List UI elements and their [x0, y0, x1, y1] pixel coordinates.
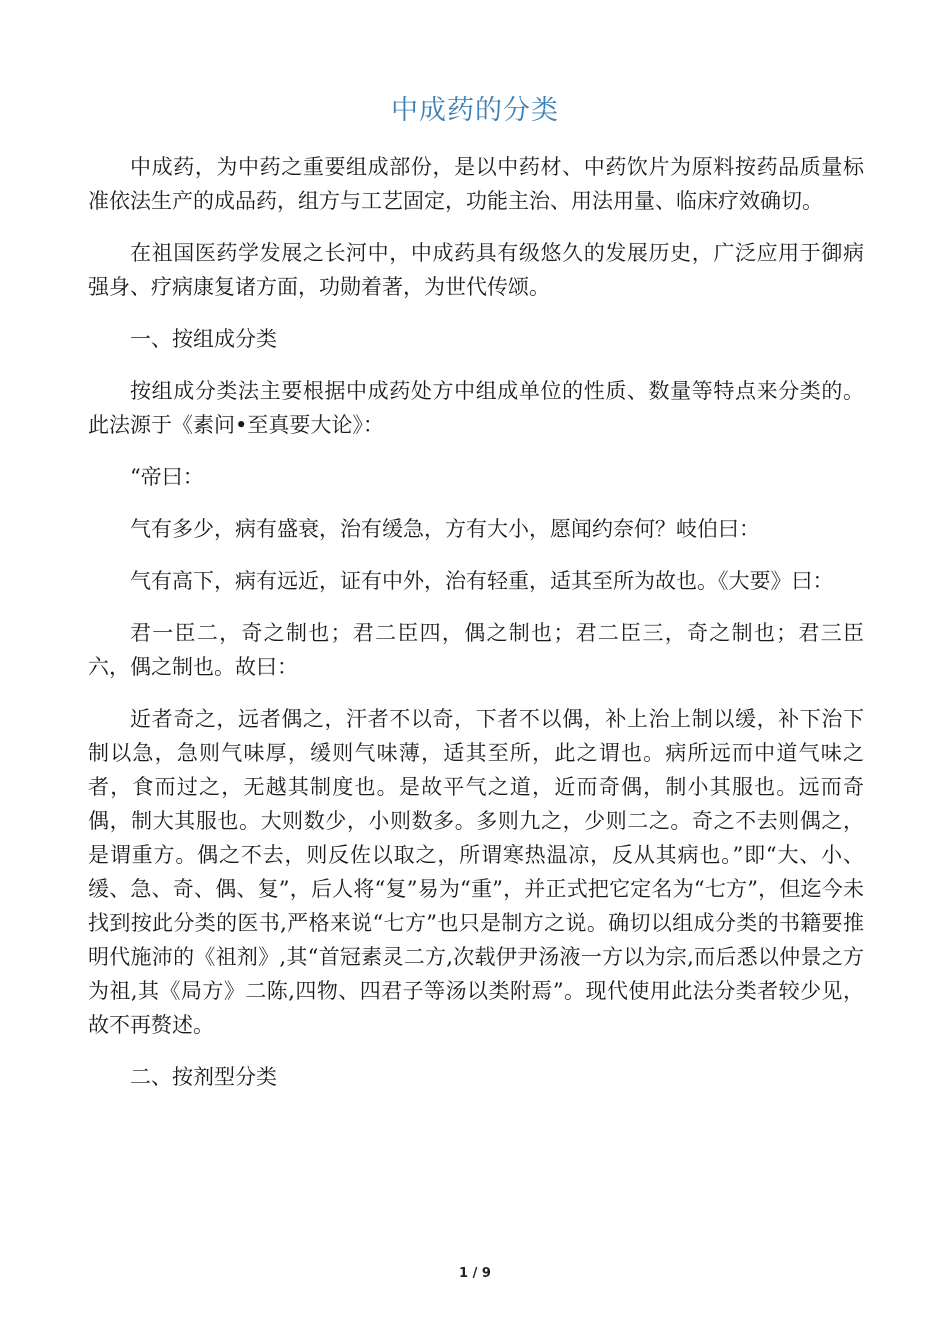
- paragraph-quote-long: 近者奇之，远者偶之，汗者不以奇，下者不以偶，补上治上制以缓，补下治下制以急，急则气味厚，缓则气味薄，适其至所，此之谓也。病所远而中道气味之者，食而过之，无越其制度也。是故平气之道，近而奇偶，制小其服也。远而奇偶，制大其服也。大则数少，小则数多。多则九之，少则二之。奇之不去则偶之，是谓重方。偶之不去，则反佐以取之，所谓寒热温凉，反从其病也。”即“大、小、缓、急、奇、偶、复”，后人将“复”易为“重”，并正式把它定名为“七方”，但迄今未找到按此分类的医书,严格来说“七方”也只是制方之说。确切以组成分类的书籍要推明代施沛的《祖剂》,其“首冠素灵二方,次载伊尹汤液一方以为宗,而后悉以仲景之方为祖,其《局方》二陈,四物、四君子等汤以类附焉”。现代使用此法分类者较少见，故不再赘述。: [88, 707, 864, 1037]
- document-body: [88, 150, 864, 1112]
- section-heading-composition: 一、按组成分类: [130, 327, 277, 351]
- paragraph-quote-start: “帝曰：: [130, 465, 204, 489]
- paragraph-quote-ministers: 君一臣二，奇之制也；君二臣四，偶之制也；君二臣三，奇之制也；君三臣六，偶之制也。故曰：: [88, 621, 864, 679]
- paragraph-composition-method: 按组成分类法主要根据中成药处方中组成单位的性质、数量等特点来分类的。此法源于《素问•至真要大论》：: [88, 379, 864, 437]
- paragraph-quote-question: 气有多少，病有盛衰，治有缓急，方有大小，愿闻约奈何？岐伯曰：: [130, 517, 760, 541]
- document-title: 中成药的分类: [391, 95, 559, 126]
- section-heading-dosage-form: 二、按剂型分类: [130, 1065, 277, 1089]
- page-indicator: 1 / 9: [459, 1266, 491, 1281]
- paragraph-history: 在祖国医药学发展之长河中，中成药具有级悠久的发展历史，广泛应用于御病强身、疗病康复诸方面，功勋着著，为世代传颂。: [88, 241, 864, 299]
- paragraph-intro: 中成药，为中药之重要组成部份，是以中药材、中药饮片为原料按药品质量标准依法生产的成品药，组方与工艺固定，功能主治、用法用量、临床疗效确切。: [88, 155, 864, 213]
- paragraph-quote-answer: 气有高下，病有远近，证有中外，治有轻重，适其至所为故也。《大要》曰：: [130, 569, 834, 593]
